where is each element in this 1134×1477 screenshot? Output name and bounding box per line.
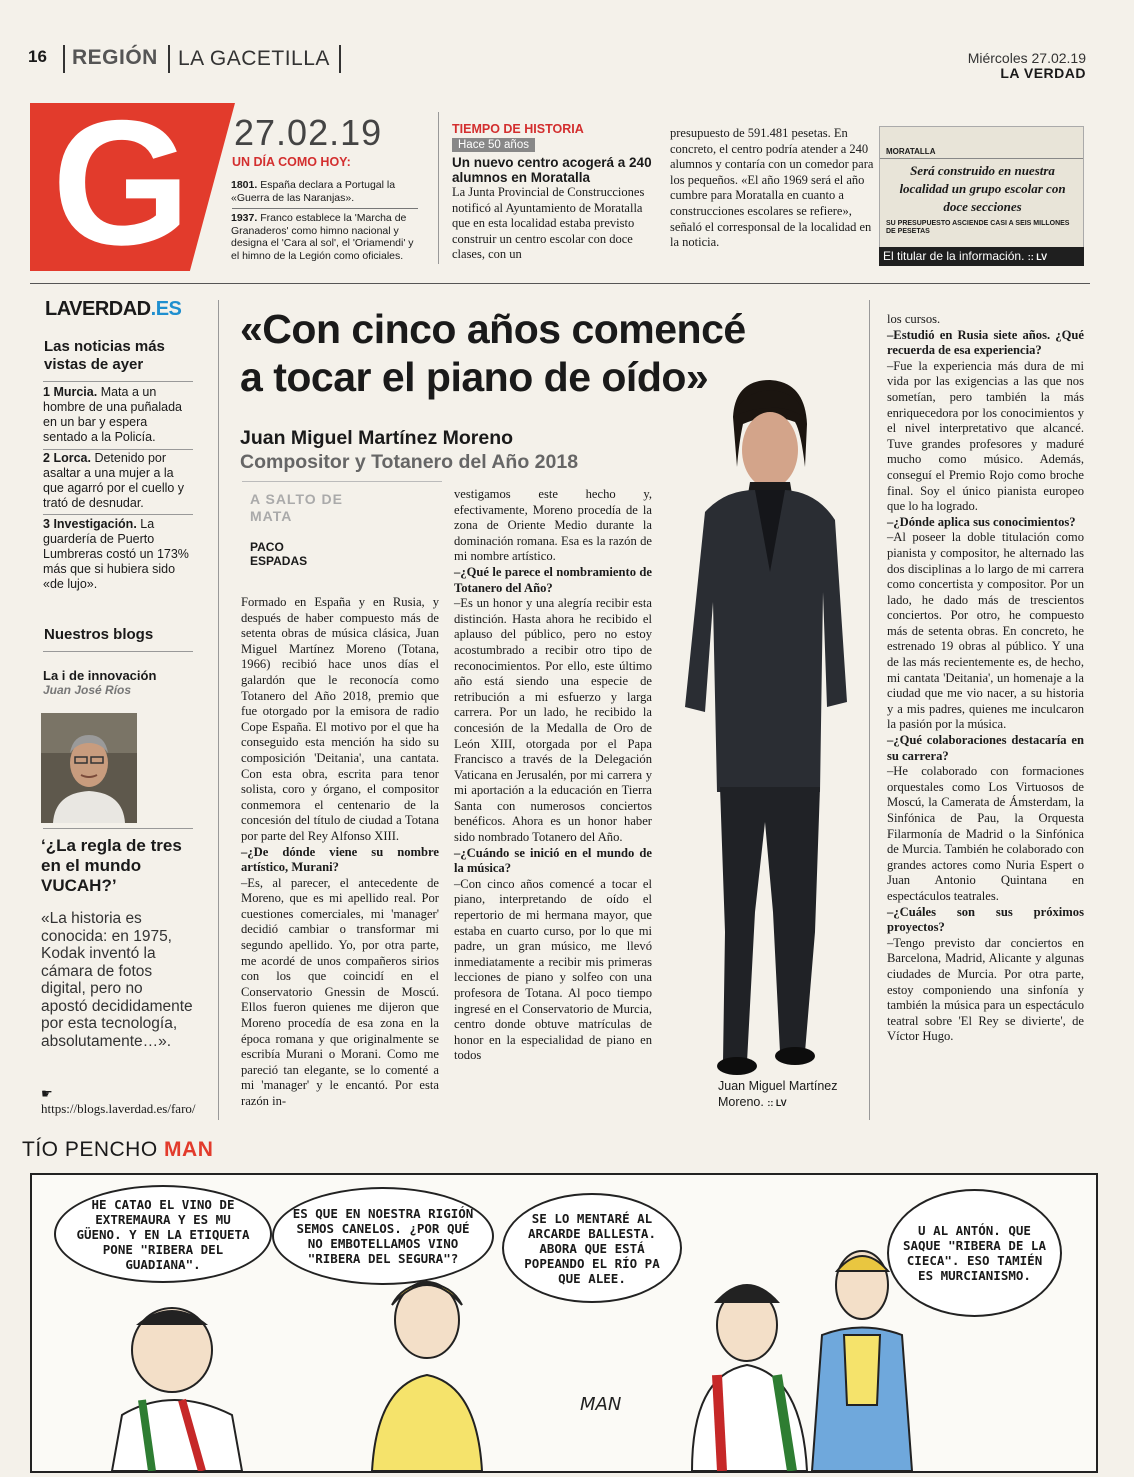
blog-post-excerpt: «La historia es conocida: en 1975, Kodak inventó la cámara de fotos digital, pero no apostó decididamente por esta tecnología, absolutamente…». — [41, 910, 193, 1050]
divider — [43, 828, 193, 829]
interview-answer: –Al poseer la doble titulación como pianista y compositor, he alternado las dos disciplinas a lo largo de mi carrera como concertista y compositor. Por un lado, he dado más de trescientos conciertos. Por otro, he compuesto más de setenta obras. En concreto, he estrenado 19 obras al público. Y una de las más recientemente es, de hecho, mi cantata 'Deitania', un homenaje a la ciudad que me vio nacer, a su historia y a mis padres, quienes me inculcaron la pasión por la música. — [887, 530, 1084, 732]
comic-character — [372, 1282, 482, 1471]
avatar — [41, 713, 137, 823]
article-column-3 — [887, 312, 1084, 1045]
photo-caption: Juan Miguel Martínez Moreno. :: LV — [718, 1079, 838, 1109]
divider — [242, 481, 442, 482]
most-viewed-item[interactable]: 2 Lorca. Detenido por asaltar a una mujer a la que agarró por el cuello y trató de desnudar. — [43, 451, 185, 510]
interview-question: –¿Cuándo se inició en el mundo de la música? — [454, 845, 652, 876]
most-viewed-item[interactable]: 3 Investigación. La guardería de Puerto Lumbreras costó un 173% más que si hubiera sido «de lujo». — [43, 517, 189, 591]
speech-bubble: SE LO MENTARÉ AL ARCARDE BALLESTA. ABORA QUE ESTÁ POPEANDO EL RÍO PA QUE ALEE. — [502, 1193, 682, 1303]
ephemeris-item: 1801. España declara a Portugal la «Guerra de las Naranjas». — [231, 179, 396, 204]
ephemeris-date: 27.02.19 — [234, 112, 383, 153]
interview-answer: vestigamos este hecho y, efectivamente, Moreno procedía de la zona de Oriente Medio durante la dominación romana. Esa es la razón de mi nombre artístico. — [454, 487, 652, 564]
link-icon: ☛ — [41, 1086, 53, 1101]
speech-bubble: ES QUE EN NOESTRA RIGIÓN SEMOS CANELOS. ¿POR QUÉ NO EMBOTELLAMOS VINO "RIBERA DEL SEGURA"? — [272, 1187, 494, 1285]
interview-question: –¿De dónde viene su nombre artístico, Murani? — [241, 844, 439, 875]
interview-answer: –Es, al parecer, el antecedente de Moreno, que es mi apellido real. Por cuestiones comerciales, mi 'manager' decidió cambiar o transformar mi segundo apellido. Yo, por otra parte, me acordé de unos compañeros sirios con los que coincidí en el Conservatorio Gnessin de Moscú. Ellos fueron quienes me dijeron que Moreno procedía de esa zona en la época romana y que originalmente se escribía Murani o Morani. Como me pareció tan elegante, se lo comenté a mi 'manager' y le encantó. Por esta razón in- — [241, 875, 439, 1108]
interviewee-photo — [655, 372, 860, 1092]
header-divider — [168, 45, 170, 73]
header-divider — [63, 45, 65, 73]
clipping-headline: Será construido en nuestra localidad un grupo escolar con doce secciones — [899, 163, 1066, 214]
history-text-col1: La Junta Provincial de Construcciones notificó al Ayuntamiento de Moratalla que en esta localidad estaba previsto construir un centro escolar con doce clases, con un — [452, 185, 645, 262]
column-rule — [218, 300, 219, 1120]
history-headline: Un nuevo centro acogerá a 240 alumnos en Moratalla — [452, 155, 652, 185]
header-date: Miércoles 27.02.19 — [967, 50, 1086, 66]
archive-clipping — [879, 126, 1084, 248]
header-divider — [339, 45, 341, 73]
blog-author: Juan José Ríos — [43, 683, 132, 697]
divider — [43, 381, 193, 382]
divider — [30, 283, 1090, 284]
column-name: A SALTO DE MATA — [250, 491, 343, 524]
clipping-subhead: SU PRESUPUESTO ASCIENDE CASI A SEIS MILLONES DE PESETAS — [886, 220, 1070, 235]
divider — [43, 651, 193, 652]
article-column-2 — [454, 487, 652, 1064]
interview-answer: los cursos. — [887, 312, 941, 326]
interview-question: –¿Dónde aplica sus conocimientos? — [887, 514, 1076, 529]
divider — [43, 449, 193, 450]
interview-answer: –Fue la experiencia más dura de mi vida por las exigencias a las que nos sometían, pero también la más enriquecedora por los conocimientos y el nivel interpretativo que alcancé. Tuve grandes profesores y maduré mucho como músico. Además, conseguí el Premio Rojo como broche final. Soy el único pianista europeo que lo ha logrado. — [887, 358, 1084, 514]
ephemeris-kicker: UN DÍA COMO HOY: — [232, 155, 351, 169]
section-name: REGIÓN — [72, 46, 158, 69]
site-brand: LAVERDAD.ES — [45, 298, 182, 320]
most-viewed-item[interactable]: 1 Murcia. Mata a un hombre de una puñalada en un bar y espera sentado a la Policía. — [43, 385, 183, 444]
interviewee-role: Compositor y Totanero del Año 2018 — [240, 451, 579, 473]
interview-answer: –Con cinco años comencé a tocar el piano, interpretando de oído el repertorio de mi hermana mayor, que estaba en cuarto curso, por lo que mi padre, un gran músico, me llevó inmediatamente a recibir mis primeras lecciones de piano y solfeo con una profesora de Totana. Al poco tiempo ingresé en el Conservatorio de Murcia, centro donde obtuve matrículas de honor en la especialidad de piano en todos — [454, 876, 652, 1063]
ephemeris-item: 1937. Franco establece la 'Marcha de Granaderos' como himno nacional y designa el 'Cara al sol', el 'Oriamendi' y el himno de la Legión como oficiales. — [231, 212, 414, 262]
column-rule — [438, 112, 439, 264]
history-text-col2: presupuesto de 591.481 pesetas. En concreto, el centro podría atender a 240 alumnos y contaría con un comedor para los pequeños. «El año 1969 será el año cumbre para Moratalla en cuanto a construcciones escolares se refiere», señaló el corresponsal de la localidad en la noticia. — [670, 126, 874, 250]
blog-url[interactable]: ☛https://blogs.laverdad.es/faro/ — [41, 1086, 196, 1116]
speech-bubble: HE CATAO EL VINO DE EXTREMAURA Y ES MU GÜENO. Y EN LA ETIQUETA PONE "RIBERA DEL GUADIANA". — [54, 1185, 272, 1283]
interview-answer: –He colaborado con formaciones orquestales como Los Virtuosos de Moscú, la Camerata de Ámsterdam, la Sinfónica de Pau, la Orquesta Filarmonía de Madrid o la Sinfónica de Murcia. También he colaborado con grandes actores como Nuria Espert o Juan Antonio Quintana en espectáculos teatrales. — [887, 764, 1084, 903]
divider — [232, 208, 418, 209]
article-intro: Formado en España y en Rusia, y después de haber compuesto más de setenta obras de música clásica, Juan Miguel Martínez Moreno (Totana, 1966) recibió hace unos días el galardón que le reconocía como Totanero del Año 2018, premio que fue otorgado por la emisora de radio Cope España. El motivo por el que ha conseguido esta mención ha sido su composición 'Deitania', una cantata. Con esta obra, escrita para tenor solista, coro y órgano, el compositor conmemora el centenario de la concesión del título de ciudad a Totana por parte del Rey Alfonso XIII. — [241, 595, 439, 843]
history-badge: Hace 50 años — [452, 138, 535, 152]
byline: PACO ESPADAS — [250, 540, 308, 568]
article-column-1 — [241, 595, 439, 1110]
clipping-place: MORATALLA — [880, 127, 1083, 159]
blogs-title: Nuestros blogs — [44, 626, 154, 643]
comic-title: TÍO PENCHO MAN — [22, 1138, 214, 1161]
comic-character — [112, 1308, 242, 1471]
blog-name[interactable]: La i de innovación — [43, 668, 157, 683]
section-logo-letter: G — [52, 83, 191, 282]
article-headline: «Con cinco años comencé a tocar el piano de oído» — [240, 306, 746, 400]
blog-post-title[interactable]: ‘¿La regla de tres en el mundo VUCAH?’ — [41, 836, 182, 895]
subsection-name: LA GACETILLA — [178, 47, 330, 70]
blogger-portrait — [41, 713, 137, 823]
interviewee-name: Juan Miguel Martínez Moreno — [240, 427, 514, 449]
comic-drawing — [32, 1175, 1096, 1471]
page-number: 16 — [28, 47, 47, 66]
interview-answer: –Tengo previsto dar conciertos en Barcelona, Madrid, Alicante y algunas ciudades de Murcia. Por otra parte, estoy componiendo una sinfonía y también la música para un espectáculo teatral sobre 'El Rey se divierte', de Víctor Hugo. — [887, 935, 1084, 1044]
comic-character — [812, 1251, 912, 1471]
interview-answer: –Es un honor y una alegría recibir esta distinción. Hasta ahora he recibido el aplauso del público, pero no estoy acostumbrado a recibir otro tipo de reconocimientos. Por ello, este último año está siendo una especie de retribución a mi esfuerzo y larga carrera. Por un lado, he recibido la concesión de la Medalla de Oro de León XIII, otorgada por el Papa Francisco a través de la Delegación Vaticana en Jerusalén, por mi carrera y mi aportación a la educación en Tierra Santa con numerosos conciertos benéficos. Ahora es un honor haber sido nombrado Totanero del Año. — [454, 596, 652, 845]
comic-character — [692, 1284, 807, 1471]
comic-signature: MAN — [580, 1394, 622, 1415]
interview-question: –Estudió en Rusia siete años. ¿Qué recuerda de esa experiencia? — [887, 327, 1084, 358]
clipping-caption: El titular de la información. :: LV — [879, 247, 1084, 266]
most-viewed-title: Las noticias más vistas de ayer — [44, 338, 165, 373]
interviewee-figure — [655, 372, 860, 1092]
newspaper-name: LA VERDAD — [1000, 65, 1086, 81]
interview-question: –¿Qué le parece el nombramiento de Totanero del Año? — [454, 564, 652, 595]
interview-question: –¿Qué colaboraciones destacaría en su carrera? — [887, 733, 1084, 763]
speech-bubble: U AL ANTÓN. QUE SAQUE "RIBERA DE LA CIECA". ESO TAMIÉN ES MURCIANISMO. — [887, 1189, 1062, 1317]
history-kicker: TIEMPO DE HISTORIA — [452, 122, 584, 136]
divider — [43, 514, 193, 515]
interview-question: –¿Cuáles son sus próximos proyectos? — [887, 904, 1084, 935]
column-rule — [869, 300, 870, 1120]
comic-strip — [30, 1173, 1098, 1473]
